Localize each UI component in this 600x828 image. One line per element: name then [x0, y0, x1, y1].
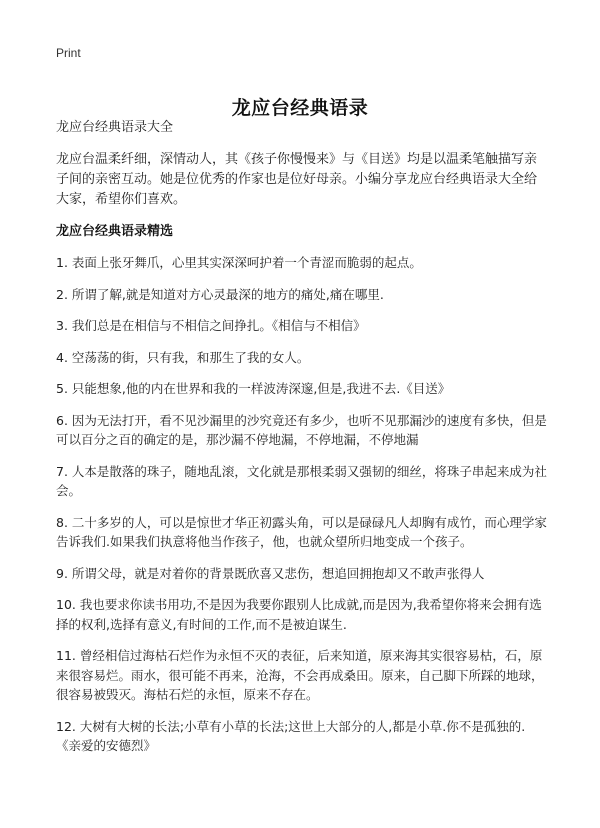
quote-item: 11. 曾经相信过海枯石烂作为永恒不灭的表征，后来知道，原来海其实很容易枯，石，原来很容易烂。雨水，很可能不再来，沧海，不会再成桑田。原来，自己脚下所踩的地球，很容易被毁灭。海枯石烂的永恒，原来不存在。	[56, 648, 544, 702]
quote-item: 2. 所谓了解,就是知道对方心灵最深的地方的痛处,痛在哪里.	[56, 286, 384, 302]
quote-item: 3. 我们总是在相信与不相信之间挣扎。《相信与不相信》	[56, 318, 366, 333]
quote-item: 5. 只能想象,他的内在世界和我的一样波涛深邃,但是,我进不去.《目送》	[56, 381, 451, 396]
intro-paragraph: 龙应台温柔纤细，深情动人，其《孩子你慢慢来》与《目送》均是以温柔笔触描写亲子间的亲密互动。她是位优秀的作家也是位好母亲。小编分享龙应台经典语录大全给大家，希望你们喜欢。	[56, 152, 538, 207]
quote-item: 6. 因为无法打开，看不见沙漏里的沙究竟还有多少，也听不见那漏沙的速度有多快，但是可以百分之百的确定的是，那沙漏不停地漏，不停地漏，不停地漏	[56, 412, 547, 447]
page-title: 龙应台经典语录	[231, 96, 369, 119]
quote-item: 12. 大树有大树的长法;小草有小草的长法;这世上大部分的人,都是小草.你不是孤独的.《亲爱的安德烈》	[56, 718, 526, 753]
quote-item: 10. 我也要求你读书用功,不是因为我要你跟别人比成就,而是因为,我希望你将来会拥有选择的权利,选择有意义,有时间的工作,而不是被迫谋生.	[56, 597, 542, 632]
print-link[interactable]: Print	[56, 46, 81, 60]
quote-list	[56, 253, 548, 756]
quote-item: 4. 空荡荡的街，只有我，和那生了我的女人。	[56, 349, 310, 365]
section-heading: 龙应台经典语录精选	[56, 224, 174, 239]
quote-item: 7. 人本是散落的珠子，随地乱滚，文化就是那根柔弱又强韧的细丝，将珠子串起来成为社会。	[56, 463, 547, 498]
document-content	[56, 118, 548, 768]
document-subtitle: 龙应台经典语录大全	[56, 120, 174, 135]
quote-item: 8. 二十多岁的人，可以是惊世才华正初露头角，可以是碌碌凡人却胸有成竹，而心理学家告诉我们.如果我们执意将他当作孩子，他，也就众望所归地变成一个孩子。	[56, 514, 547, 549]
quote-item: 1. 表面上张牙舞爪，心里其实深深呵护着一个青涩而脆弱的起点。	[56, 255, 422, 270]
quote-item: 9. 所谓父母，就是对着你的背景既欣喜又悲伤，想追回拥抱却又不敢声张得人	[56, 565, 485, 581]
